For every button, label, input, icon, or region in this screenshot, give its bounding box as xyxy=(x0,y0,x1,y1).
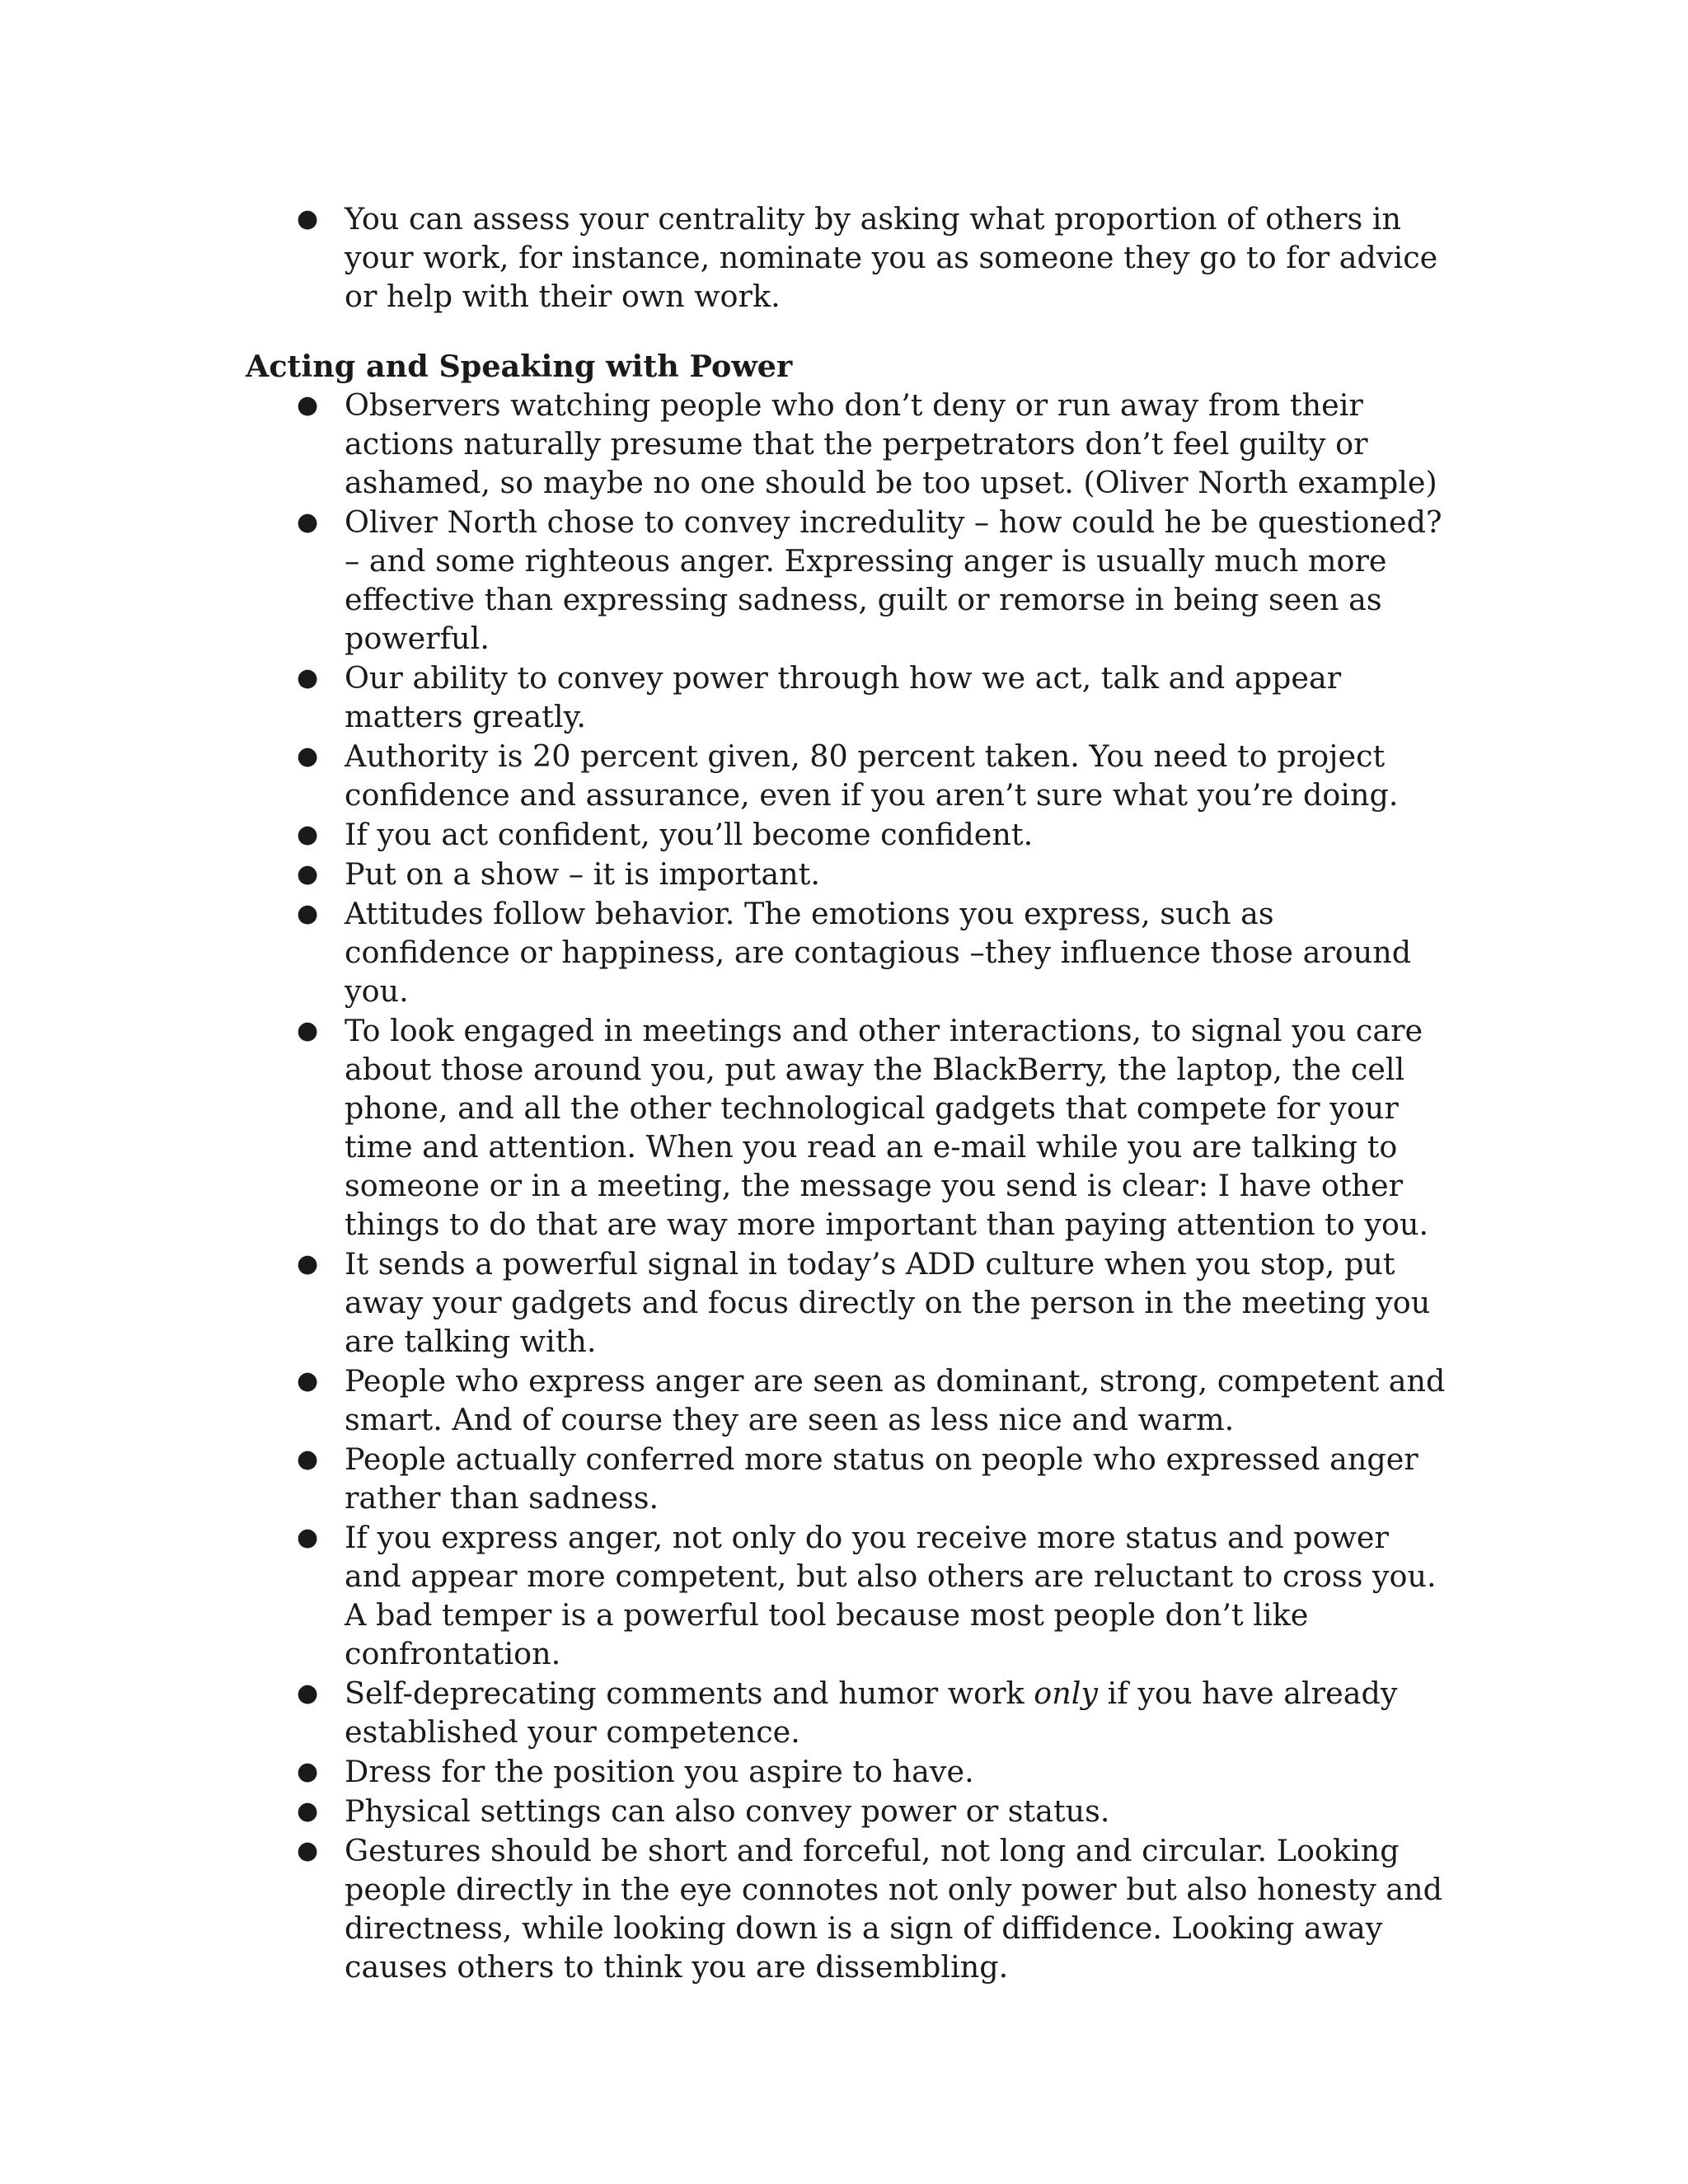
intro-bullet-list xyxy=(246,199,1449,316)
bullet-icon: ● xyxy=(297,1366,319,1395)
list-item-text: Put on a show – it is important. xyxy=(345,856,820,892)
list-item-text: Gestures should be short and forceful, not long and circular. Looking people directly in the eye connotes not only power but also honesty and directness, while looking down is a sign of diffidence. Looking away causes others to think you are dissembling. xyxy=(345,1833,1442,1985)
list-item-text xyxy=(345,1675,1397,1750)
section-bullet-list xyxy=(246,386,1449,1986)
list-item-text-before: Self-deprecating comments and humor work xyxy=(345,1675,1034,1711)
list-item xyxy=(246,1752,1449,1791)
list-item-text: Attitudes follow behavior. The emotions you express, such as confidence or happiness, are contagious –they influence those around you. xyxy=(345,896,1412,1009)
bullet-icon: ● xyxy=(297,1757,319,1786)
list-item xyxy=(246,1011,1449,1244)
bullet-icon: ● xyxy=(297,1523,319,1552)
list-item-text: Our ability to convey power through how we act, talk and appear matters greatly. xyxy=(345,660,1342,734)
list-item-text: Physical settings can also convey power or status. xyxy=(345,1793,1110,1829)
list-item xyxy=(246,658,1449,736)
emphasis-text: only xyxy=(1034,1675,1099,1711)
list-item xyxy=(246,1518,1449,1673)
list-item xyxy=(246,1792,1449,1830)
bullet-icon: ● xyxy=(297,204,319,233)
list-item xyxy=(246,1244,1449,1361)
list-item-text: You can assess your centrality by asking what proportion of others in your work, for instance, nominate you as someone they go to for advice or help with their own work. xyxy=(345,201,1438,314)
bullet-icon: ● xyxy=(297,1679,319,1708)
bullet-icon: ● xyxy=(297,391,319,419)
list-item xyxy=(246,1440,1449,1517)
list-item xyxy=(246,199,1449,316)
document-page xyxy=(246,199,1449,1987)
list-item xyxy=(246,1831,1449,1986)
list-item-text: People who express anger are seen as dominant, strong, competent and smart. And of course they are seen as less nice and warm. xyxy=(345,1363,1446,1437)
list-item-text: People actually conferred more status on people who expressed anger rather than sadness. xyxy=(345,1441,1418,1516)
bullet-icon: ● xyxy=(297,1836,319,1865)
bullet-icon: ● xyxy=(297,508,319,537)
bullet-icon: ● xyxy=(297,742,319,771)
bullet-icon: ● xyxy=(297,1445,319,1474)
bullet-icon: ● xyxy=(297,860,319,888)
list-item-text: Oliver North chose to convey incredulity – how could he be questioned? – and some righteous anger. Expressing anger is usually much more effective than expressing sadness, guilt or remorse in being seen as powerful. xyxy=(345,504,1442,656)
section-heading: Acting and Speaking with Power xyxy=(246,349,793,384)
list-item-text: Authority is 20 percent given, 80 percent taken. You need to project confidence and assurance, even if you aren’t sure what you’re doing. xyxy=(345,738,1399,813)
list-item-text: Observers watching people who don’t deny or run away from their actions naturally presume that the perpetrators don’t feel guilty or ashamed, so maybe no one should be too upset. (Oliver North example) xyxy=(345,387,1437,500)
list-item-text: To look engaged in meetings and other interactions, to signal you care about those around you, put away the BlackBerry, the laptop, the cell phone, and all the other technological gadgets that compete for your time and attention. When you read an e-mail while you are talking to someone or in a meeting, the message you send is clear: I have other things to do that are way more important than paying attention to you. xyxy=(345,1013,1429,1242)
bullet-icon: ● xyxy=(297,899,319,928)
list-item xyxy=(246,737,1449,814)
list-item-text: If you express anger, not only do you receive more status and power and appear more competent, but also others are reluctant to cross you. A bad temper is a powerful tool because most people don’t like confrontation. xyxy=(345,1520,1437,1671)
list-item xyxy=(246,1674,1449,1751)
bullet-icon: ● xyxy=(297,1016,319,1045)
list-item xyxy=(246,503,1449,658)
bullet-icon: ● xyxy=(297,820,319,849)
list-item-text-after: if you have already established your competence. xyxy=(345,1675,1398,1750)
list-item-text: It sends a powerful signal in today’s ADD culture when you stop, put away your gadgets and focus directly on the person in the meeting you are talking with. xyxy=(345,1246,1431,1359)
bullet-icon: ● xyxy=(297,663,319,692)
list-item-text: Dress for the position you aspire to have. xyxy=(345,1754,974,1789)
list-item xyxy=(246,1361,1449,1439)
list-item-text: If you act confident, you’ll become confident. xyxy=(345,817,1034,852)
list-item xyxy=(246,855,1449,893)
bullet-icon: ● xyxy=(297,1249,319,1278)
list-item xyxy=(246,894,1449,1010)
list-item xyxy=(246,815,1449,854)
list-item xyxy=(246,386,1449,502)
bullet-icon: ● xyxy=(297,1797,319,1825)
